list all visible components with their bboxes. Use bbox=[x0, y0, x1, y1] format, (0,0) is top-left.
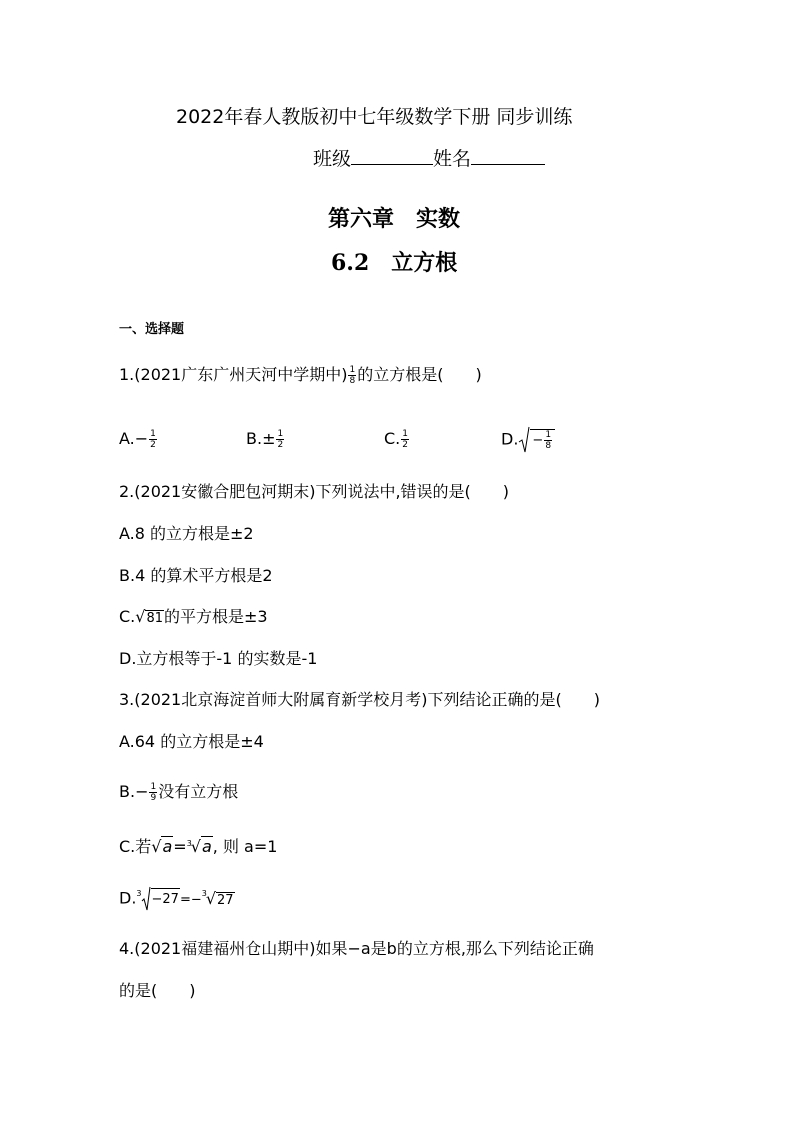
q1-option-c[interactable] bbox=[384, 428, 410, 450]
q1-option-a[interactable] bbox=[119, 428, 158, 450]
name-label: 姓名 bbox=[433, 148, 472, 170]
q3-c-label: C.若 bbox=[119, 837, 152, 856]
class-name-line bbox=[313, 146, 545, 170]
q1-d-num: 1 bbox=[545, 430, 552, 440]
q2-c-label: C. bbox=[119, 607, 136, 626]
q1-d-label: D. bbox=[501, 429, 519, 449]
q3-c-eq: = bbox=[173, 837, 187, 856]
q1-d-sign: − bbox=[532, 432, 544, 448]
radical-sign-icon: √ bbox=[151, 837, 162, 856]
q1-a-fraction bbox=[149, 429, 157, 450]
radical-sign-icon: √ bbox=[190, 837, 201, 856]
q2-option-c[interactable] bbox=[119, 606, 268, 630]
q3-d-rad2: 27 bbox=[217, 892, 234, 908]
q3-b-label: B.− bbox=[119, 782, 149, 801]
q1-b-num: 1 bbox=[277, 429, 284, 439]
q3-d-rad1: −27 bbox=[151, 888, 180, 911]
radical-sign-icon: √ bbox=[135, 607, 146, 626]
question-1-stem bbox=[119, 364, 482, 386]
q3-d-index2: 3 bbox=[201, 889, 207, 898]
q3-c-index: 3 bbox=[186, 839, 192, 848]
class-blank[interactable] bbox=[351, 146, 433, 165]
q1-d-den: 8 bbox=[545, 441, 552, 451]
section-title: 6.2 立方根 bbox=[331, 250, 458, 276]
radical-sign-icon bbox=[141, 886, 151, 912]
q2-c-suffix: 的平方根是±3 bbox=[164, 607, 268, 626]
q3-c-suffix: , 则 a=1 bbox=[212, 837, 278, 856]
radical-sign-icon bbox=[518, 426, 530, 454]
q1-option-d[interactable] bbox=[501, 426, 555, 454]
q3-c-sqrt bbox=[151, 836, 173, 858]
q1-option-b[interactable] bbox=[246, 428, 285, 450]
q3-b-fraction bbox=[149, 782, 157, 803]
q3-d-index: 3 bbox=[136, 889, 142, 898]
q3-c-rad2: a bbox=[201, 837, 212, 856]
q3-d-label: D. bbox=[119, 888, 137, 908]
q1-b-den: 2 bbox=[277, 440, 284, 450]
q1-b-fraction bbox=[276, 429, 284, 450]
q1-a-num: 1 bbox=[150, 429, 156, 439]
q2-option-d[interactable]: D.立方根等于-1 的实数是-1 bbox=[119, 649, 318, 668]
q2-c-sqrt bbox=[135, 606, 164, 630]
q1-d-fraction bbox=[544, 430, 552, 451]
name-blank[interactable] bbox=[471, 146, 545, 165]
q1-a-den: 2 bbox=[150, 440, 156, 450]
q3-d-cbrt bbox=[206, 888, 235, 912]
q1-d-radical bbox=[518, 426, 555, 454]
q3-option-c[interactable] bbox=[119, 836, 277, 858]
q3-c-rad1: a bbox=[162, 837, 173, 856]
q3-option-a[interactable]: A.64 的立方根是±4 bbox=[119, 732, 264, 751]
radical-sign-icon: √ bbox=[205, 888, 217, 908]
q1-c-den: 2 bbox=[402, 440, 408, 450]
q1-c-num: 1 bbox=[402, 429, 408, 439]
q1-fraction bbox=[348, 365, 356, 386]
q1-b-label: B.± bbox=[246, 429, 276, 448]
q3-b-suffix: 没有立方根 bbox=[158, 782, 239, 801]
question-4-stem-line-1: 4.(2021福建福州仓山期中)如果−a是b的立方根,那么下列结论正确 bbox=[119, 939, 594, 958]
document-title: 2022年春人教版初中七年级数学下册 同步训练 bbox=[176, 106, 573, 128]
q3-b-num: 1 bbox=[150, 782, 157, 792]
q1-frac-den: 8 bbox=[349, 376, 356, 386]
q2-option-b[interactable]: B.4 的算术平方根是2 bbox=[119, 566, 273, 585]
q1-frac-num: 1 bbox=[349, 365, 356, 375]
q3-option-d[interactable] bbox=[119, 886, 235, 912]
q3-d-eq: =− bbox=[179, 892, 202, 908]
q1-suffix: 的立方根是( ) bbox=[357, 365, 482, 384]
q3-d-radical bbox=[141, 886, 180, 912]
section-heading: 一、选择题 bbox=[119, 322, 185, 337]
q2-option-a[interactable]: A.8 的立方根是±2 bbox=[119, 524, 254, 543]
question-4-stem-line-2: 的是( ) bbox=[119, 981, 196, 1000]
chapter-title: 第六章 实数 bbox=[328, 206, 461, 232]
q3-b-den: 9 bbox=[150, 793, 157, 803]
q2-c-radicand: 81 bbox=[146, 611, 164, 626]
q1-c-fraction bbox=[401, 429, 409, 450]
question-2-stem: 2.(2021安徽合肥包河期末)下列说法中,错误的是( ) bbox=[119, 482, 510, 501]
class-label: 班级 bbox=[313, 148, 352, 170]
q3-c-cbrt bbox=[191, 836, 213, 858]
q1-prefix: 1.(2021广东广州天河中学期中) bbox=[119, 365, 348, 384]
q1-c-label: C. bbox=[384, 429, 401, 448]
question-3-stem: 3.(2021北京海淀首师大附属育新学校月考)下列结论正确的是( ) bbox=[119, 690, 600, 709]
q1-a-label: A.− bbox=[119, 429, 149, 448]
q3-option-b[interactable] bbox=[119, 781, 238, 803]
